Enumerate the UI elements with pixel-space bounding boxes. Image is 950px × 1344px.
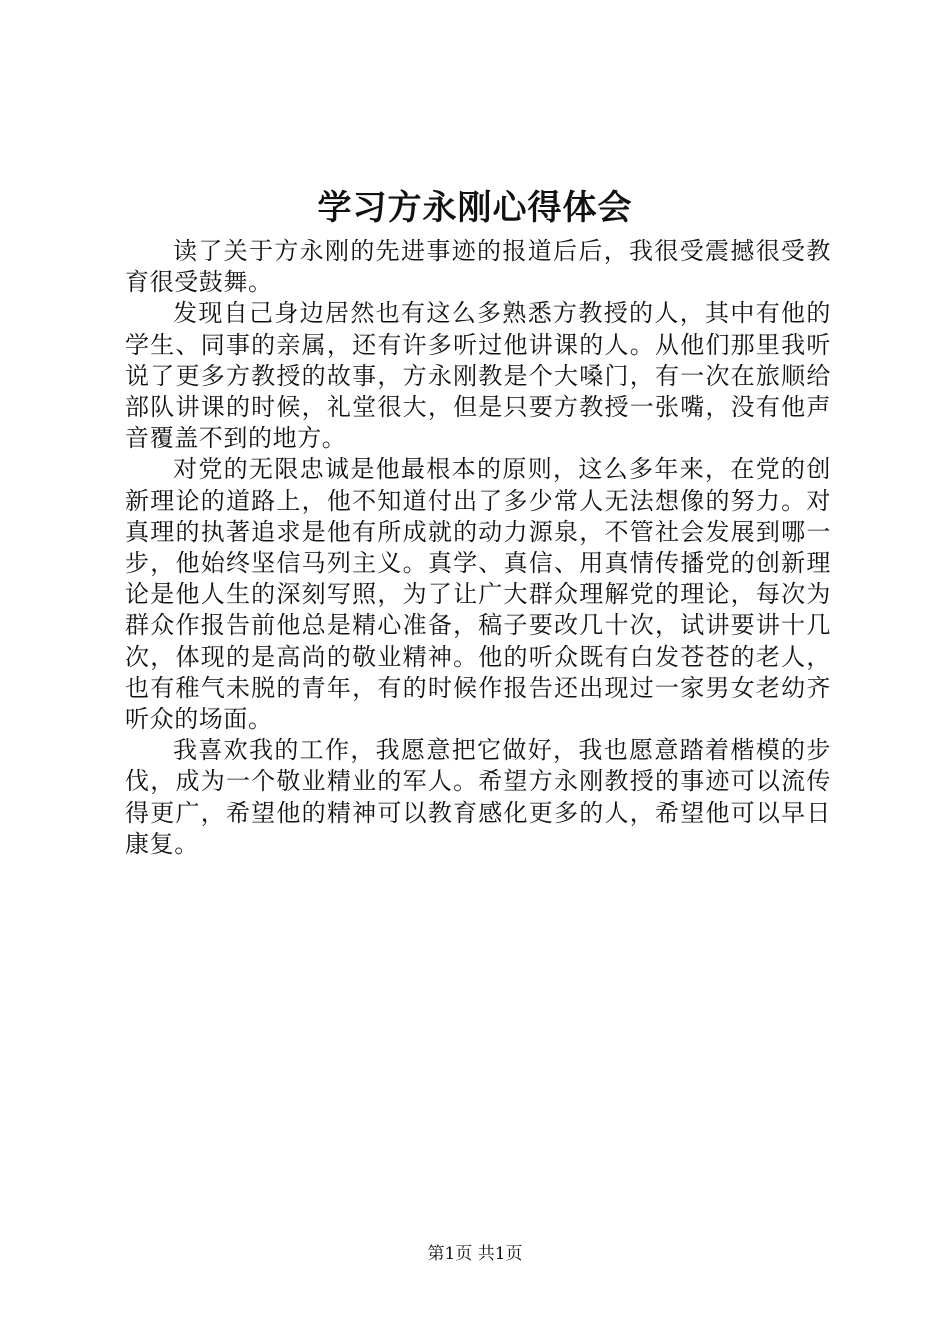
document-title: 学习方永刚心得体会 — [317, 188, 633, 228]
paragraph-1: 读了关于方永刚的先进事迹的报道后后，我很受震撼很受教育很受鼓舞。 — [125, 237, 831, 297]
paragraph-3: 对党的无限忠诚是他最根本的原则，这么多年来，在党的创新理论的道路上，他不知道付出了多少常人无法想像的努力。对真理的执著追求是他有所成就的动力源泉，不管社会发展到哪一步，他始终坚信马列主义。真学、真信、用真情传播党的创新理论是他人生的深刻写照，为了让广大群众理解党的理论，每次为群众作报告前他总是精心准备，稿子要改几十次，试讲要讲十几次，体现的是高尚的敬业精神。他的听众既有白发苍苍的老人，也有稚气未脱的青年，有的时候作报告还出现过一家男女老幼齐听众的场面。 — [125, 455, 831, 734]
paragraph-2: 发现自己身边居然也有这么多熟悉方教授的人，其中有他的学生、同事的亲属，还有许多听过他讲课的人。从他们那里我听说了更多方教授的故事，方永刚教是个大嗓门，有一次在旅顺给部队讲课的时候，礼堂很大，但是只要方教授一张嘴，没有他声音覆盖不到的地方。 — [125, 299, 831, 453]
document-body — [125, 236, 831, 860]
page-footer: 第1页 共1页 — [427, 1244, 523, 1264]
paragraph-4: 我喜欢我的工作，我愿意把它做好，我也愿意踏着楷模的步伐，成为一个敬业精业的军人。希望方永刚教授的事迹可以流传得更广，希望他的精神可以教育感化更多的人，希望他可以早日康复。 — [125, 736, 831, 858]
